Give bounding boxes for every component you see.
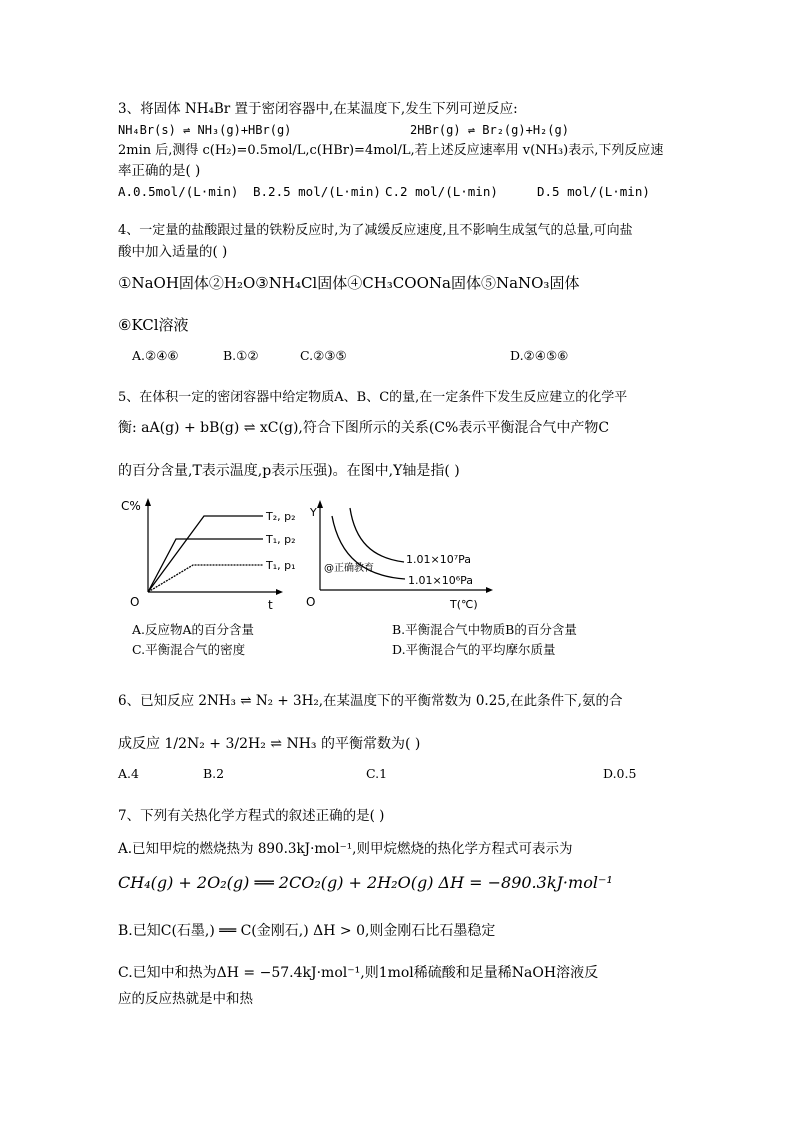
q7-option-c-line-1: C.已知中和热为ΔH = −57.4kJ·mol⁻¹,则1mol稀硫酸和足量稀NaOH溶液反 bbox=[118, 965, 599, 981]
q6-option-d: D.0.5 bbox=[603, 766, 637, 781]
q3-equation-2: 2HBr(g) ⇌ Br₂(g)+H₂(g) bbox=[410, 123, 569, 137]
left-x-axis-label: t bbox=[268, 598, 273, 612]
q3-option-d: D.5 mol/(L·min) bbox=[537, 184, 650, 199]
q7-line-1: 7、下列有关热化学方程式的叙述正确的是( ) bbox=[118, 808, 385, 824]
right-curve-2-label: 1.01×10⁶Pa bbox=[408, 574, 473, 587]
curve-t2-p2 bbox=[148, 516, 263, 592]
q6-line-2: 成反应 1/2N₂ + 3/2H₂ ⇌ NH₃ 的平衡常数为( ) bbox=[118, 736, 421, 752]
q4-line-2: 酸中加入适量的( ) bbox=[118, 244, 228, 260]
left-y-axis-label: C% bbox=[121, 499, 141, 513]
q5-option-a: A.反应物A的百分含量 bbox=[132, 622, 255, 637]
figure-cpercent-vs-time bbox=[118, 492, 296, 617]
q4-items-1: ①NaOH固体②H₂O③NH₄Cl固体④CH₃COONa固体⑤NaNO₃固体 bbox=[118, 274, 580, 292]
q3-line-4: 率正确的是( ) bbox=[118, 163, 201, 179]
q4-option-a: A.②④⑥ bbox=[132, 348, 179, 363]
left-curve-1-label: T₂, p₂ bbox=[266, 510, 296, 523]
q5-option-d: D.平衡混合气的平均摩尔质量 bbox=[392, 642, 556, 657]
q5-option-c: C.平衡混合气的密度 bbox=[132, 642, 246, 657]
q3-option-b: B.2.5 mol/(L·min) bbox=[253, 184, 381, 199]
q5-line-1: 5、在体积一定的密闭容器中给定物质A、B、C的量,在一定条件下发生反应建立的化学平 bbox=[118, 390, 628, 405]
q3-option-a: A.0.5mol/(L·min) bbox=[118, 184, 239, 199]
q4-option-c: C.②③⑤ bbox=[300, 348, 347, 363]
q7-option-a-line-1: A.已知甲烷的燃烧热为 890.3kJ·mol⁻¹,则甲烷燃烧的热化学方程式可表示为 bbox=[118, 841, 573, 857]
left-origin-label: O bbox=[130, 595, 140, 609]
left-curve-2-label: T₁, p₂ bbox=[266, 533, 296, 546]
right-origin-label: O bbox=[306, 595, 316, 609]
q6-line-1: 6、已知反应 2NH₃ ⇌ N₂ + 3H₂,在某温度下的平衡常数为 0.25,在此条件下,氨的合 bbox=[118, 693, 623, 709]
watermark: @正确教育 bbox=[324, 563, 374, 574]
q6-option-b: B.2 bbox=[203, 766, 225, 781]
left-curve-3-label: T₁, p₁ bbox=[266, 559, 296, 572]
right-x-axis-label: T(℃) bbox=[450, 598, 478, 611]
q3-line-3: 2min 后,测得 c(H₂)=0.5mol/L,c(HBr)=4mol/L,若上述反应速率用 v(NH₃)表示,下列反应速 bbox=[118, 143, 664, 158]
q4-items-2: ⑥KCl溶液 bbox=[118, 316, 189, 334]
q6-option-a: A.4 bbox=[118, 766, 139, 781]
figure-y-vs-temperature bbox=[300, 496, 500, 614]
q6-option-c: C.1 bbox=[366, 766, 388, 781]
q4-line-1: 4、一定量的盐酸跟过量的铁粉反应时,为了减缓反应速度,且不影响生成氢气的总量,可向盐 bbox=[118, 223, 633, 238]
right-y-axis-label: Y bbox=[310, 506, 317, 519]
q3-equation-1: NH₄Br(s) ⇌ NH₃(g)+HBr(g) bbox=[118, 123, 292, 137]
q7-option-b: B.已知C(石墨,) ══ C(金刚石,) ΔH > 0,则金刚石比石墨稳定 bbox=[118, 923, 496, 939]
q5-option-b: B.平衡混合气中物质B的百分含量 bbox=[392, 622, 577, 637]
q5-line-2: 衡: aA(g) + bB(g) ⇌ xC(g),符合下图所示的关系(C%表示平衡混合气中产物C bbox=[118, 420, 610, 436]
q3-stem: 3、将固体 NH₄Br 置于密闭容器中,在某温度下,发生下列可逆反应: bbox=[118, 101, 518, 117]
q7-option-c-line-2: 应的反应热就是中和热 bbox=[118, 991, 253, 1007]
q3-option-c: C.2 mol/(L·min) bbox=[385, 184, 498, 199]
q4-option-d: D.②④⑤⑥ bbox=[510, 348, 569, 363]
curve-1e7-pa bbox=[350, 508, 404, 562]
q4-option-b: B.①② bbox=[223, 348, 259, 363]
q5-line-3: 的百分含量,T表示温度,p表示压强)。在图中,Y轴是指( ) bbox=[118, 463, 460, 479]
q7-option-a-equation: CH₄(g) + 2O₂(g) ══ 2CO₂(g) + 2H₂O(g) ΔH = −890.3kJ·mol⁻¹ bbox=[118, 873, 613, 892]
right-curve-1-label: 1.01×10⁷Pa bbox=[406, 553, 471, 566]
